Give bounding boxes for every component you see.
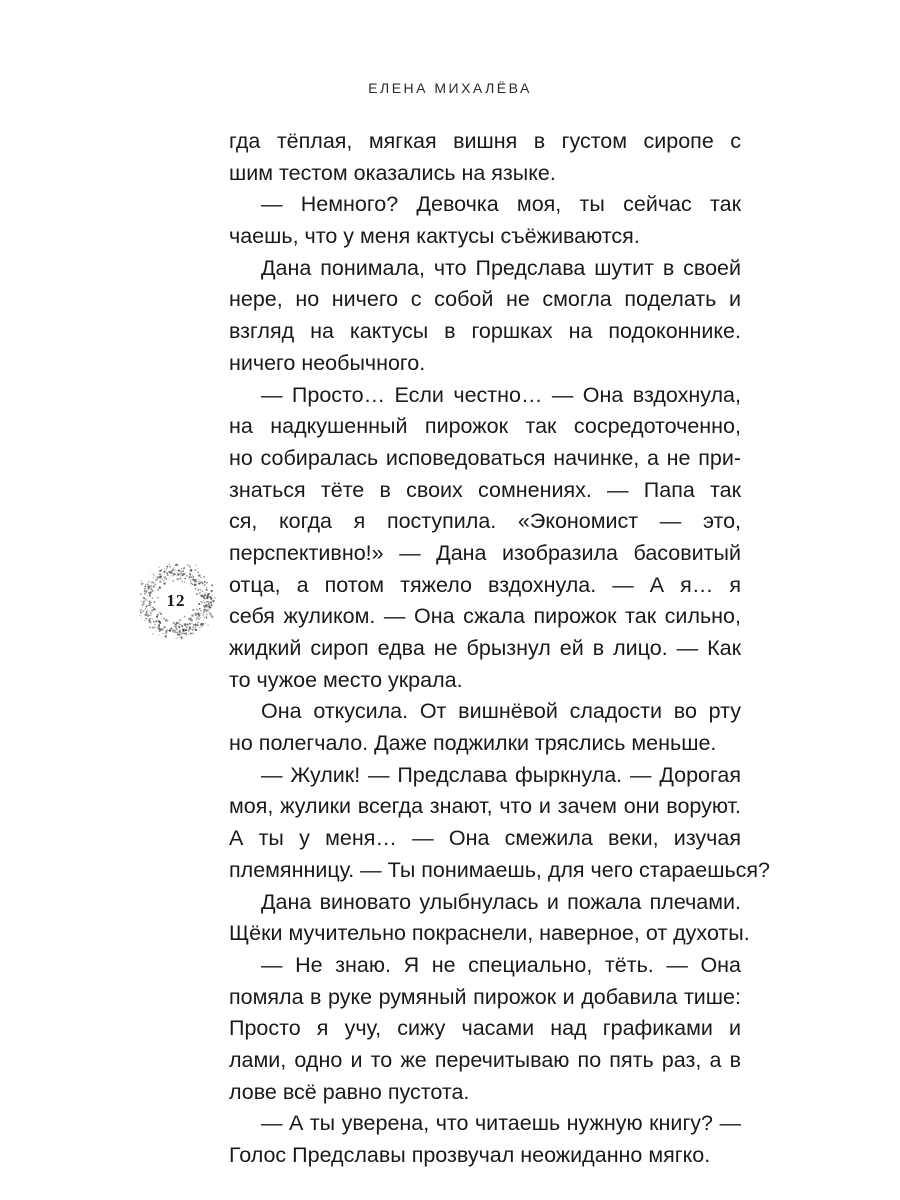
text-line: перспективно!» — Дана изобразила басовитый — [229, 540, 741, 565]
text-line: чаешь, что у меня кактусы съёживаются. — [229, 224, 640, 249]
text-line: себя жуликом. — Она сжала пирожок так сильно, — [229, 604, 741, 629]
running-head-author: ЕЛЕНА МИХАЛЁВА — [368, 80, 532, 96]
text-line: Голос Предславы прозвучал неожиданно мягко. — [229, 1143, 711, 1167]
page-number-ornament — [128, 553, 224, 649]
text-line: нере, но ничего с собой не смогла поделать и — [229, 287, 741, 312]
text-line: шим тестом оказались на языке. — [229, 160, 556, 185]
text-line: помяла в руке румяный пирожок и добавила тише: — [229, 984, 741, 1009]
text-line: — А ты уверена, что читаешь нужную книгу? — — [261, 1111, 741, 1136]
text-line: — Не знаю. Я не специально, тёть. — Она — [261, 952, 741, 977]
text-line: ся, когда я поступила. «Экономист — это, — [229, 509, 741, 534]
main-text — [229, 126, 770, 1172]
text-line: Дана понимала, что Предслава шутит в своей — [261, 255, 741, 280]
text-line: на надкушенный пирожок так сосредоточенно, — [229, 414, 741, 439]
text-line: отца, а потом тяжело вздохнула. — А я… я — [229, 572, 741, 597]
page-number: 12 — [166, 591, 186, 610]
text-line: Щёки мучительно покраснели, наверное, от духоты. — [229, 921, 750, 946]
text-line: жидкий сироп едва не брызнул ей в лицо. — Как — [229, 636, 741, 660]
text-line: взгляд на кактусы в горшках на подоконнике. — [229, 319, 741, 344]
text-line: лове всё равно пустота. — [229, 1079, 470, 1104]
text-line: — Просто… Если честно… — Она вздохнула, — [261, 382, 741, 407]
text-line: А ты у меня… — Она смежила веки, изучая — [229, 826, 741, 851]
text-line: — Немного? Девочка моя, ты сейчас так — [261, 192, 741, 217]
text-line: Просто я учу, сижу часами над графиками и — [229, 1016, 741, 1041]
text-line: знаться тёте в своих сомнениях. — Папа так — [229, 477, 741, 502]
text-line: но собиралась исповедоваться начинке, а не при- — [229, 445, 741, 470]
text-line: — Жулик! — Предслава фыркнула. — Дорогая — [261, 762, 741, 787]
text-line: то чужое место украла. — [229, 667, 463, 692]
text-line: моя, жулики всегда знают, что и зачем они воруют. — [229, 794, 741, 819]
text-line: гда тёплая, мягкая вишня в густом сиропе с — [229, 129, 741, 153]
text-line: ничего необычного. — [229, 350, 426, 375]
text-line: но полегчало. Даже поджилки тряслись меньше. — [229, 731, 717, 756]
text-line: Дана виновато улыбнулась и пожала плечами. — [261, 889, 741, 914]
text-line: племянницу. — Ты понимаешь, для чего стараешься? — [229, 857, 770, 882]
text-line: лами, одно и то же перечитываю по пять раз, а в — [229, 1047, 741, 1072]
text-line: Она откусила. От вишнёвой сладости во рту — [261, 699, 741, 724]
